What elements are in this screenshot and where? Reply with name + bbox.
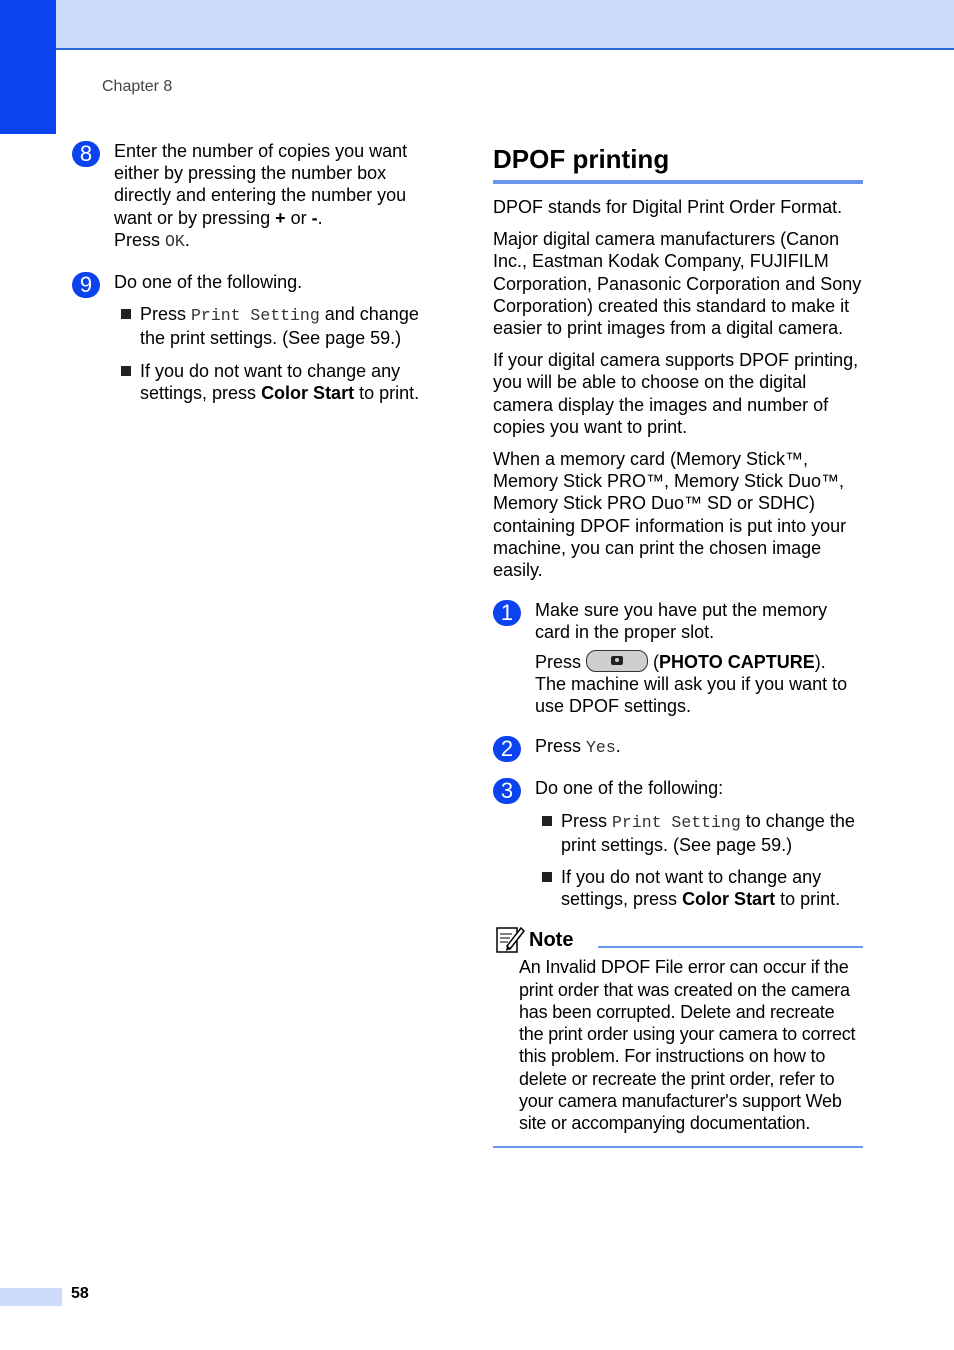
chapter-label: Chapter 8 xyxy=(102,78,173,95)
note-bottom-rule xyxy=(493,1146,863,1148)
step-8-text: Enter the number of copies you want either by pressing the number box directly and entering the number you want or by pressing + or -. Press OK. xyxy=(114,141,408,251)
section-heading: DPOF printing xyxy=(493,144,670,174)
bullet-square-icon xyxy=(121,309,131,319)
step-2 xyxy=(493,735,863,762)
ok-key: OK xyxy=(165,231,185,251)
step-3 xyxy=(493,777,863,910)
step-1 xyxy=(493,599,863,717)
camera-icon xyxy=(611,656,623,665)
note-pencil-icon xyxy=(495,924,525,954)
step-3-bullets xyxy=(535,810,863,911)
footer-bar xyxy=(0,1288,62,1306)
note-box xyxy=(493,924,863,1148)
bullet-square-icon xyxy=(542,872,552,882)
chapter-tab xyxy=(0,0,56,134)
photo-capture-button xyxy=(586,650,648,672)
step-1-press: Press (PHOTO CAPTURE). The machine will ask you if you want to use DPOF settings. xyxy=(535,651,848,717)
step-number-2: 2 xyxy=(493,736,521,762)
step-9-bullets xyxy=(114,303,447,404)
header-bar xyxy=(56,0,954,50)
step-2-text: Press Yes. xyxy=(535,736,621,758)
step-number-3: 3 xyxy=(493,778,521,804)
step-8 xyxy=(72,140,447,253)
step-number-8: 8 xyxy=(72,141,100,167)
note-title: Note xyxy=(529,929,574,952)
yes-key: Yes xyxy=(586,738,616,758)
step-9-bullet-2: If you do not want to change any settings, press Color Start to print. xyxy=(114,360,447,404)
page-number: 58 xyxy=(71,1285,89,1302)
step-1-text: Make sure you have put the memory card in the proper slot. xyxy=(535,600,828,643)
paragraph-1: DPOF stands for Digital Print Order Format. xyxy=(493,197,843,217)
right-column xyxy=(493,140,863,1148)
heading-rule xyxy=(493,180,863,184)
step-number-9: 9 xyxy=(72,272,100,298)
step-3-bullet-2: If you do not want to change any settings, press Color Start to print. xyxy=(535,866,863,910)
paragraph-3: If your digital camera supports DPOF printing, you will be able to choose on the digital camera display the images and number of copies you want to print. xyxy=(493,350,859,437)
bullet-square-icon xyxy=(121,366,131,376)
paragraph-4: When a memory card (Memory Stick™, Memory Stick PRO™, Memory Stick Duo™, Memory Stick PRO Duo™ SD or SDHC) containing DPOF information is put into your machine, you can print the chosen image easily. xyxy=(493,449,847,581)
note-header xyxy=(493,924,863,956)
note-text: An Invalid DPOF File error can occur if the print order that was created on the camera has been corrupted. Delete and recreate the print order using your camera to correct this problem. For instructions on how to delete or recreate the print order, refer to your camera manufacturer's support Web site or accompanying documentation. xyxy=(519,957,856,1133)
step-9 xyxy=(72,271,447,404)
step-number-1: 1 xyxy=(493,600,521,626)
note-rule xyxy=(598,946,863,948)
paragraph-2: Major digital camera manufacturers (Canon Inc., Eastman Kodak Company, FUJIFILM Corporation, Panasonic Corporation and Sony Corporation) created this standard to make it easier to print images from a digital camera. xyxy=(493,229,862,339)
bullet-square-icon xyxy=(542,816,552,826)
step-3-text: Do one of the following: xyxy=(535,778,724,799)
step-9-bullet-1: Press Print Setting and change the print settings. (See page 59.) xyxy=(114,303,447,349)
left-column xyxy=(72,140,447,414)
step-9-text: Do one of the following. xyxy=(114,272,303,293)
step-3-bullet-1: Press Print Setting to change the print settings. (See page 59.) xyxy=(535,810,863,856)
